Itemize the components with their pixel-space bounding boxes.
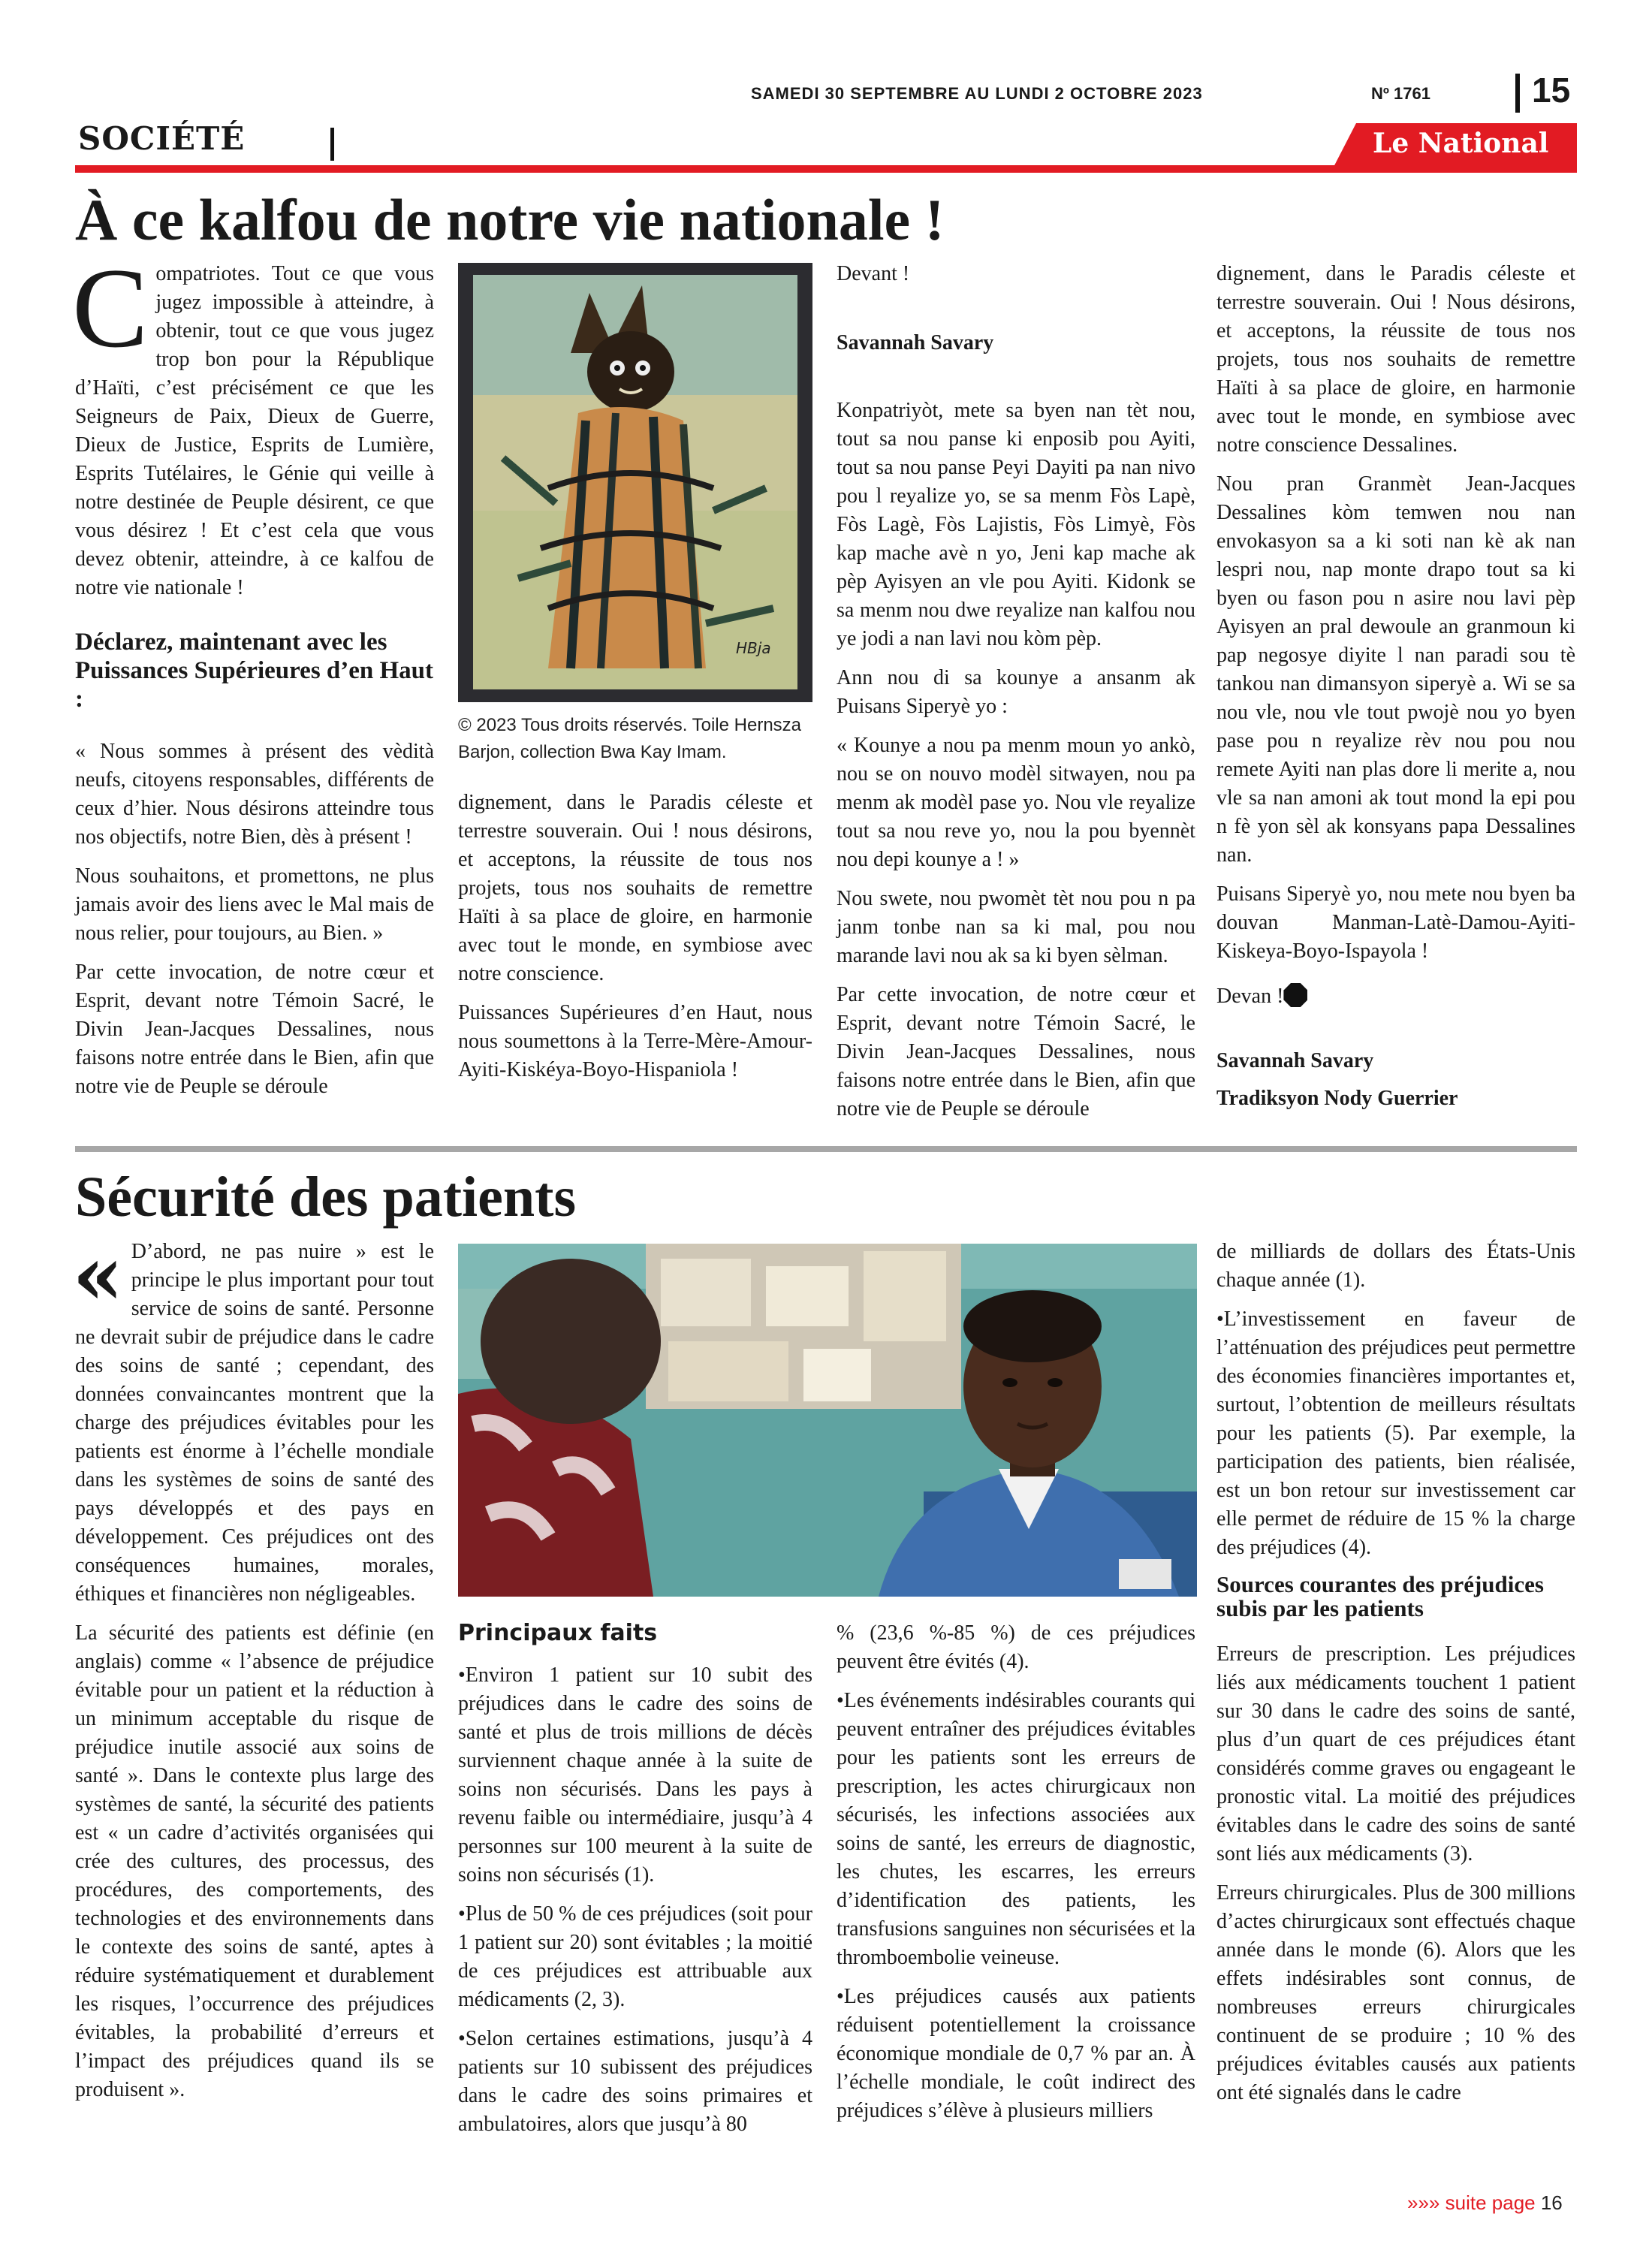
bullet-item: •Plus de 50 % de ces préjudices (soit pour 1 patient sur 20) sont évitables ; la moitié de ces préjudices est attribuable aux médicaments (2, 3). [458,1902,812,2011]
devan-text: Devan ! [1216,985,1284,1008]
bullet-item: •Selon certaines estimations, jusqu’à 4 patients sur 10 subissent des préjudices dans le cadre des soins primaires et ambulatoires, alors que jusqu’à 80 [458,2027,812,2136]
continuation-text: suite page [1445,2191,1536,2214]
header-separator [1515,74,1520,113]
nurse-photo [458,1244,1197,1597]
rubric-separator [330,128,334,161]
paragraph: La sécurité des patients est définie (en anglais) comme « l’absence de préjudice évitable pour un patient et la réduction à un minimum acceptable du risque de préjudice inutile associé aux soins de santé ». Dans le contexte plus large des systèmes de santé, la sécurité des patients est « un cadre d’activités organisées qui crée des cultures, des processus, des procédures, des comportements, des technologies et des environnements dans le contexte des soins de santé, aptes à réduire systématiquement et durablement les risques, l’occurrence des préjudices évitables, la probabilité d’erreurs et l’impact des préjudices quand ils se produisent ». [75,1621,434,2101]
article2-column-4 [1216,1238,1575,2118]
svg-text:HBja: HBja [736,639,771,657]
bullet-item: •L’investissement en faveur de l’atténuation des préjudices peut permettre des économies financières importantes et, surtout, l’obtention de meilleurs résultats pour les patients (5). Par exemple, la participation des patients, bien réalisée, est un bon retour sur investissement car elle permet de réduire de 15 % la charge des préjudices (4). [1216,1307,1575,1559]
article1-column-1 [72,245,434,1111]
paragraph: de milliards de dollars des États-Unis chaque année (1). [1216,1240,1575,1292]
article-divider [75,1146,1577,1152]
paragraph: Puisans Siperyè yo, nou mete nou byen ba douvan Manman-Latè-Damou-Ayiti-Kiskeya-Boyo-Ispayola ! [1216,882,1575,963]
dateline: SAMEDI 30 SEPTEMBRE AU LUNDI 2 OCTOBRE 2023 [751,84,1203,103]
continuation-link[interactable] [1407,2191,1563,2215]
bullet-item: •Environ 1 patient sur 10 subit des préjudices dans le cadre des soins de santé et plus de trois millions de décès surviennent chaque année à la suite de soins non sécurisés. Dans les pays à revenu faible ou intermédiaire, jusqu’à 4 personnes sur 100 meurent à la suite de soins non sécurisés (1). [458,1663,812,1887]
intro-text: ompatriotes. Tout ce que vous jugez impossible à atteindre, à obtenir, tout ce que vous jugez trop bon pour la République d’Haïti, c’est précisément ce que les Seigneurs de Paix, Dieux de Guerre, Dieux de Justice, Esprits de Lumière, Esprits Tutélaires, le Génie qui veille à notre destinée de Peuple désirent, ce que vous désirez ! Et c’est cela que vous devez obtenir, atteindre, à ce kalfou de notre vie nationale ! [75,262,434,599]
author-signature: Savannah Savary [1216,1049,1374,1072]
bullet-item: •Les préjudices causés aux patients réduisent potentiellement la croissance économique mondiale de 0,7 % par an. À l’échelle mondiale, le coût indirect des préjudices s’élève à plusieurs milliers [837,1985,1195,2122]
newspaper-brand: Le National [1373,128,1549,159]
article2-column-2 [458,1619,812,2149]
paragraph: Ann nou di sa kounye a ansanm ak Puisans Siperyè yo : [837,666,1195,718]
article2-title: Sécurité des patients [75,1166,577,1229]
article1-intro [72,245,434,602]
paragraph: Par cette invocation, de notre cœur et Esprit, devant notre Témoin Sacré, le Divin Jean-Jacques Dessalines, nous faisons notre entrée dans le Bien, afin que notre vie de Peuple se déroule [837,983,1195,1120]
key-facts-heading: Principaux faits [458,1620,658,1646]
paragraph: Konpatriyòt, mete sa byen nan tèt nou, tout sa nou panse ki enposib pou Ayiti, tout sa nou panse Peyi Dayiti pa nan nivo pou l reyalize yo, se sa menm Fòs Lapè, Fòs Lagè, Fòs Lajistis, Fòs Limyè, Fòs kap mache avè n yo, Jeni kap mache ak pèp Ayisyen an vle pou Ayiti. Kidonk se sa menm nou dwe reyalize nan kalfou nou ye jodi a nan lavi nou kòm pèp. [837,399,1195,650]
paragraph: Nou swete, nou pwomèt tèt nou pou n pa janm tonbe nan sa ki mal, pou nou marande lavi nou ak sa ki byen sèlman. [837,887,1195,967]
section-rubric: SOCIÉTÉ [78,120,246,157]
paragraph: Par cette invocation, de notre cœur et Esprit, devant notre Témoin Sacré, le Divin Jean-Jacques Dessalines, nous faisons notre entrée dans le Bien, afin que notre vie de Peuple se déroule [75,961,434,1098]
paragraph: Devant ! [837,262,910,285]
intro-text: D’abord, ne pas nuire » est le principe le plus important pour tout service de soins de santé. Personne ne devrait subir de préjudice dans le cadre des soins de santé ; cependant, des données convaincantes montrent que la charge des préjudices évitables pour les patients est énorme à l’échelle mondiale dans les systèmes de soins de santé des pays développés et des pays en développement. Ces préjudices ont des conséquences humaines, morales, éthiques et financières non négligeables. [75,1240,434,1606]
opening-quote-mark: « [72,1226,124,1323]
paragraph: « Kounye a nou pa menm moun yo ankò, nou se on nouvo modèl sitwayen, nou pa menm ak modèl pase yo. Nou vle reyalize tout sa nou reve yo, nou la pou byennèt nou depi kounye a ! » [837,734,1195,871]
paragraph: Erreurs de prescription. Les préjudices liés aux médicaments touchent 1 patient sur 30 dans le cadre des soins de santé, plus d’un quart de ces préjudices étant considérés comme graves ou engageant le pronostic vital. La moitié des préjudices évitables dans le cadre des soins de santé sont liés aux médicaments (3). [1216,1642,1575,1865]
continuation-page: 16 [1540,2191,1563,2214]
stop-octagon-icon [1283,983,1307,1007]
paragraph: Puissances Supérieures d’en Haut, nous nous soumettons à la Terre-Mère-Amour-Ayiti-Kiskéya-Boyo-Hispaniola ! [458,1001,812,1081]
paragraph: dignement, dans le Paradis céleste et terrestre souverain. Oui ! nous désirons, et acceptons, la réussite de tous nos projets, tous nos souhaits de remettre Haïti à sa place de gloire, en harmonie avec tout le monde, en symbiose avec notre conscience. [458,791,812,985]
article2-subhead: Sources courantes des préjudices subis par les patients [1216,1571,1544,1621]
paragraph: « Nous sommes à présent des vèdità neufs, citoyens responsables, différents de ceux d’hier. Nous désirons atteindre tous nos objectifs, notre Bien, dès à présent ! [75,740,434,849]
article2-column-3 [837,1619,1195,2136]
paragraph: dignement, dans le Paradis céleste et terrestre souverain. Oui ! Nous désirons, et acceptons, la réussite de tous nos projets, tous nos souhaits de remettre Haïti à sa place de gloire, en harmonie avec tout le monde, en symbiose avec notre conscience Dessalines. [1216,262,1575,457]
translator-credit: Tradiksyon Nody Guerrier [1216,1087,1458,1110]
paragraph: Nou pran Granmèt Jean-Jacques Dessalines kòm temwen nou nan envokasyon sa a ki soti nan kè ak nan lespri nou, nap monte drapo tout sa ki byen ou fason pou n asire nou lavi pèp Ayisyen an pral dewoule an granmoun ki pap negosye diyite l nan paradi sou tè tankou nan dimansyon siperyè a. Wi se sa nou vle, nou vle tout pwojè nou yo byen pase pou n reyalize rèv nou pou nou remete Ayiti nan plas dore li merite a, nou vle sa nan amoni ak tout mond la epi pou n fè yon sèl ak konsyans papa Dessalines nan. [1216,472,1575,867]
paragraph: Nous souhaitons, et promettons, ne plus jamais avoir des liens avec le Mal mais de nous relier, pour toujours, au Bien. » [75,864,434,945]
issue-number: Nº 1761 [1371,84,1430,103]
article1-column-2 [458,789,812,1095]
article1-title: À ce kalfou de notre vie nationale ! [75,187,945,252]
article1-subhead: Déclarez, maintenant avec les Puissances Supérieures d’en Haut : [75,629,434,713]
paragraph: % (23,6 %-85 %) de ces préjudices peuvent être évités (4). [837,1621,1195,1673]
paragraph: Erreurs chirurgicales. Plus de 300 millions d’actes chirurgicaux sont effectués chaque année dans le monde (6). Alors que les effets indésirables sont connus, de nombreuses erreurs chirurgicales continuent de se produire ; 10 % des préjudices évitables causés aux patients ont été signalés dans le cadre [1216,1881,1575,2104]
article1-column-3 [837,260,1195,1134]
continuation-arrows: »»» [1407,2191,1440,2214]
article1-column-4 [1216,260,1575,1113]
painting-caption: © 2023 Tous droits réservés. Toile Hernsza Barjon, collection Bwa Kay Imam. [458,715,802,762]
painting-image [458,263,812,702]
bullet-item: •Les événements indésirables courants qui peuvent entraîner des préjudices évitables pour les patients sont les erreurs de prescription, les actes chirurgicaux non sécurisés, les infections associées aux soins de santé, les erreurs de diagnostic, les chutes, les escarres, les erreurs d’identification des patients, les transfusions sanguines non sécurisées et la thromboembolie veineuse. [837,1689,1195,1969]
dropcap: C [72,245,149,371]
article2-intro [72,1226,434,1609]
page-number: 15 [1532,71,1571,110]
author-signature: Savannah Savary [837,331,994,354]
article2-column-1 [72,1226,434,2115]
